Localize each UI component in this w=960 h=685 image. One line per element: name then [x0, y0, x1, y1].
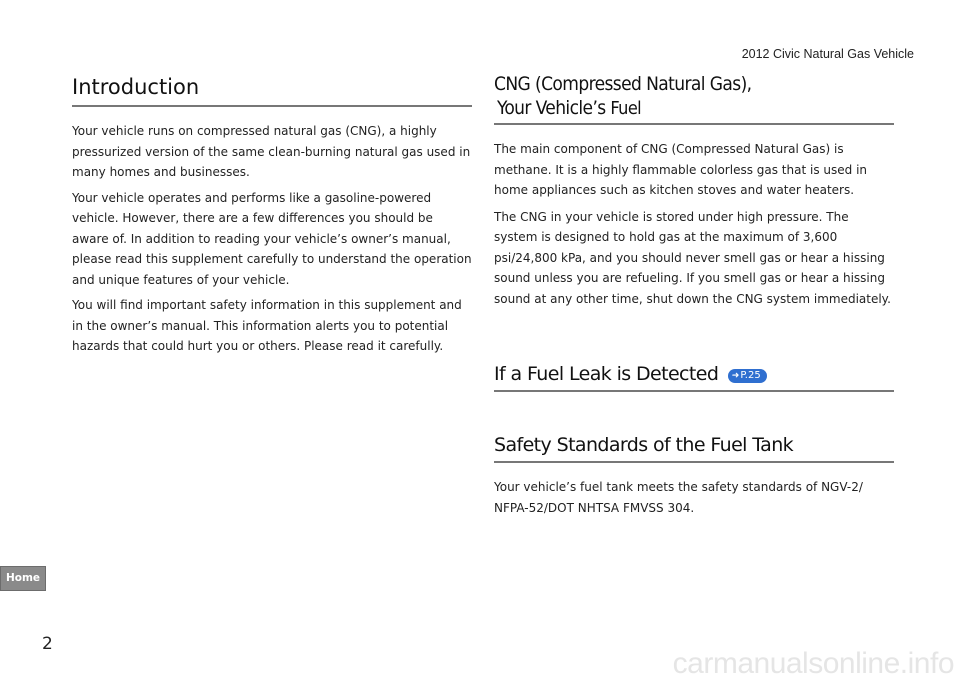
cng-heading-line1: CNG (Compressed Natural Gas), — [494, 73, 752, 95]
page-reference-link[interactable] — [728, 369, 767, 383]
cng-paragraph: The CNG in your vehicle is stored under high pressure. The system is designed to hold gas at the maximum of 3,600 psi/24,800 kPa, and you should never smell gas or hear a hissing sound unless you are refueling. If you smell gas or hear a hissing sound at any other time, shut down the CNG system immediately. — [494, 209, 891, 306]
document-header-title: 2012 Civic Natural Gas Vehicle — [741, 47, 914, 61]
page-number: 2 — [42, 634, 53, 654]
arrow-right-icon: ➜ — [731, 371, 740, 381]
fuel-leak-heading — [494, 361, 894, 392]
cng-heading-line2 — [494, 96, 894, 121]
introduction-paragraph: Your vehicle runs on compressed natural gas (CNG), a highly pressurized version of the same clean-burning natural gas used in many homes and businesses. — [72, 124, 471, 179]
cng-heading — [494, 72, 894, 125]
safety-standards-heading: Safety Standards of the Fuel Tank — [494, 432, 894, 463]
introduction-paragraph: You will find important safety information in this supplement and in the owner’s manual. This information alerts you to potential hazards that could hurt you or others. Please read it carefully. — [72, 298, 462, 353]
page-reference-label: P.25 — [740, 370, 761, 381]
introduction-paragraph: Your vehicle operates and performs like a gasoline-powered vehicle. However, there are a few differences you should be aware of. In addition to reading your vehicle’s owner’s manual, please read this supplement carefully to understand the operation and unique features of your vehicle. — [72, 190, 472, 287]
cng-heading-line2a: Your Vehicle’s — [497, 97, 606, 119]
watermark: carmanualsonline.info — [672, 647, 954, 680]
cng-column — [494, 72, 894, 518]
safety-paragraph: Your vehicle’s fuel tank meets the safety standards of NGV-2/ NFPA-52/DOT NHTSA FMVSS 304. — [494, 480, 863, 515]
home-button[interactable]: Home — [0, 566, 46, 591]
fuel-leak-heading-text: If a Fuel Leak is Detected — [494, 363, 719, 385]
introduction-heading: Introduction — [72, 72, 472, 107]
cng-paragraph: The main component of CNG (Compressed Natural Gas) is methane. It is a highly flammable colorless gas that is used in home appliances such as kitchen stoves and water heaters. — [494, 142, 868, 197]
cng-heading-line2b: Fuel — [610, 98, 642, 119]
introduction-column — [72, 72, 472, 357]
